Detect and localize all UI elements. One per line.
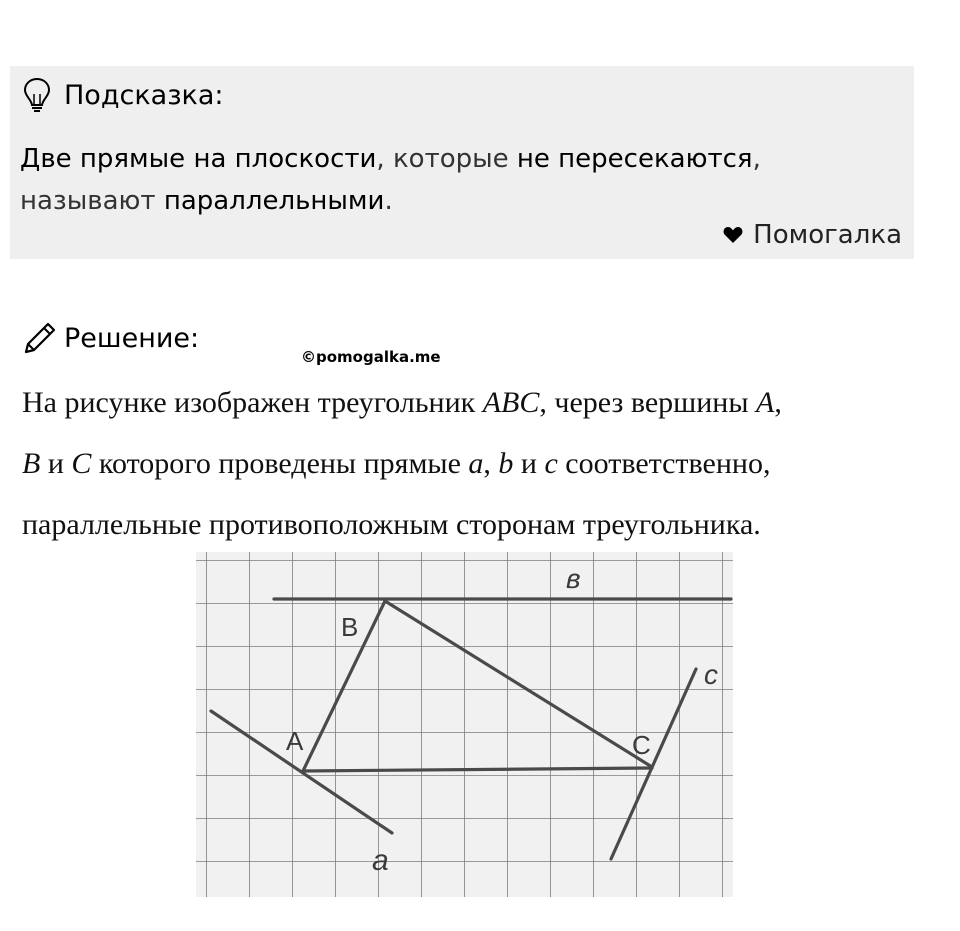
solution-text: На рисунке изображен треугольник ABC, через вершины A, B и C которого проведены прямые a, b и c соответственно, параллельные противоположным сторонам треугольника. bbox=[22, 386, 782, 541]
hint-term: Две прямые на плоскости bbox=[20, 144, 377, 174]
grid-paper bbox=[196, 552, 733, 897]
triangle-figure bbox=[196, 552, 733, 897]
label-line-b: в bbox=[566, 563, 581, 594]
pencil-icon bbox=[22, 320, 58, 356]
solution-title: Решение: bbox=[64, 322, 200, 354]
lightbulb-icon bbox=[22, 76, 52, 114]
label-b-vertex: B bbox=[341, 612, 359, 642]
credit bbox=[723, 220, 902, 250]
label-line-c: c bbox=[704, 659, 718, 690]
label-c-vertex: C bbox=[632, 730, 651, 760]
hint-text: Две прямые на плоскости, которые не пересекаются, называют параллельными. bbox=[20, 144, 761, 216]
label-a-vertex: A bbox=[286, 726, 304, 756]
heart-icon bbox=[723, 226, 743, 244]
hint-title: Подсказка: bbox=[64, 79, 224, 111]
hint-header bbox=[22, 76, 224, 114]
label-line-a: a bbox=[372, 844, 389, 877]
hint-emphasis: не пересекаются bbox=[516, 144, 753, 174]
hint-keyword: параллельными bbox=[163, 186, 385, 216]
watermark: ©pomogalka.me bbox=[301, 348, 441, 366]
solution-header bbox=[22, 320, 199, 356]
credit-label: Помогалка bbox=[753, 220, 902, 250]
